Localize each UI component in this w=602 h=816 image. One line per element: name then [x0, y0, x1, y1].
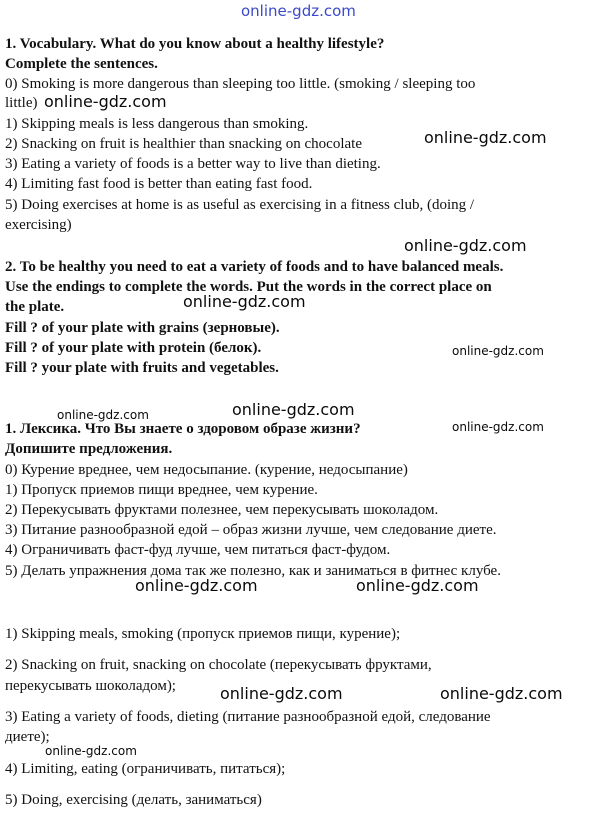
- watermark: online-gdz.com: [424, 128, 547, 147]
- watermark: online-gdz.com: [404, 236, 527, 255]
- answer-5: 5) Doing, exercising (делать, заниматься): [5, 792, 262, 808]
- answer-4: 4) Limiting, eating (ограничивать, питаться);: [5, 761, 286, 777]
- ru-sentence-3: 3) Питание разнообразной едой – образ жизни лучше, чем следование диете.: [5, 522, 497, 538]
- watermark: online-gdz.com: [356, 576, 479, 595]
- watermark: online-gdz.com: [220, 684, 343, 703]
- ru-sentence-5: 5) Делать упражнения дома так же полезно, как и заниматься в фитнес клубе.: [5, 563, 501, 579]
- ru-sentence-1: 1) Пропуск приемов пищи вреднее, чем курение.: [5, 482, 318, 498]
- sentence-2: 2) Snacking on fruit is healthier than snacking on chocolate: [5, 136, 362, 152]
- sentence-4: 4) Limiting fast food is better than eating fast food.: [5, 176, 313, 192]
- watermark: online-gdz.com: [44, 92, 167, 111]
- watermark: online-gdz.com: [440, 684, 563, 703]
- task1-instruction: Complete the sentences.: [5, 56, 158, 72]
- watermark: online-gdz.com: [232, 400, 355, 419]
- watermark: online-gdz.com: [57, 408, 149, 422]
- sentence-5-cont: exercising): [5, 217, 72, 233]
- sentence-5: 5) Doing exercises at home is as useful as exercising in a fitness club, (doing /: [5, 197, 475, 213]
- ru-sentence-0: 0) Курение вреднее, чем недосыпание. (курение, недосыпание): [5, 462, 408, 478]
- answer-3-cont: диете);: [5, 729, 50, 745]
- answer-3: 3) Eating a variety of foods, dieting (питание разнообразной едой, следование: [5, 709, 491, 725]
- ru-instruction: Допишите предложения.: [5, 441, 173, 457]
- task2-line-2: Use the endings to complete the words. Put the words in the correct place on: [5, 279, 492, 295]
- ru-title: 1. Лексика. Что Вы знаете о здоровом образе жизни?: [5, 421, 361, 437]
- task2-line-1: 2. To be healthy you need to eat a variety of foods and to have balanced meals.: [5, 259, 504, 275]
- sentence-1: 1) Skipping meals is less dangerous than smoking.: [5, 116, 309, 132]
- watermark: online-gdz.com: [45, 744, 137, 758]
- fill-line-2: Fill ? of your plate with protein (белок).: [5, 340, 262, 356]
- ru-sentence-2: 2) Перекусывать фруктами полезнее, чем перекусывать шоколадом.: [5, 502, 439, 518]
- fill-line-1: Fill ? of your plate with grains (зерновые).: [5, 320, 280, 336]
- watermark: online-gdz.com: [183, 292, 306, 311]
- sentence-3: 3) Eating a variety of foods is a better way to live than dieting.: [5, 156, 381, 172]
- task1-title: 1. Vocabulary. What do you know about a healthy lifestyle?: [5, 36, 385, 52]
- watermark: online-gdz.com: [135, 576, 258, 595]
- answer-2-cont: перекусывать шоколадом);: [5, 678, 176, 694]
- watermark: online-gdz.com: [452, 420, 544, 434]
- ru-sentence-4: 4) Ограничивать фаст-фуд лучше, чем питаться фаст-фудом.: [5, 542, 391, 558]
- sentence-0: 0) Smoking is more dangerous than sleeping too little. (smoking / sleeping too: [5, 76, 476, 92]
- watermark: online-gdz.com: [452, 344, 544, 358]
- task2-line-3: the plate.: [5, 299, 65, 315]
- answer-2: 2) Snacking on fruit, snacking on chocolate (перекусывать фруктами,: [5, 657, 432, 673]
- sentence-0-cont: little): [5, 95, 38, 111]
- fill-line-3: Fill ? your plate with fruits and vegetables.: [5, 360, 279, 376]
- answer-1: 1) Skipping meals, smoking (пропуск приемов пищи, курение);: [5, 626, 401, 642]
- watermark-top: online-gdz.com: [241, 2, 356, 20]
